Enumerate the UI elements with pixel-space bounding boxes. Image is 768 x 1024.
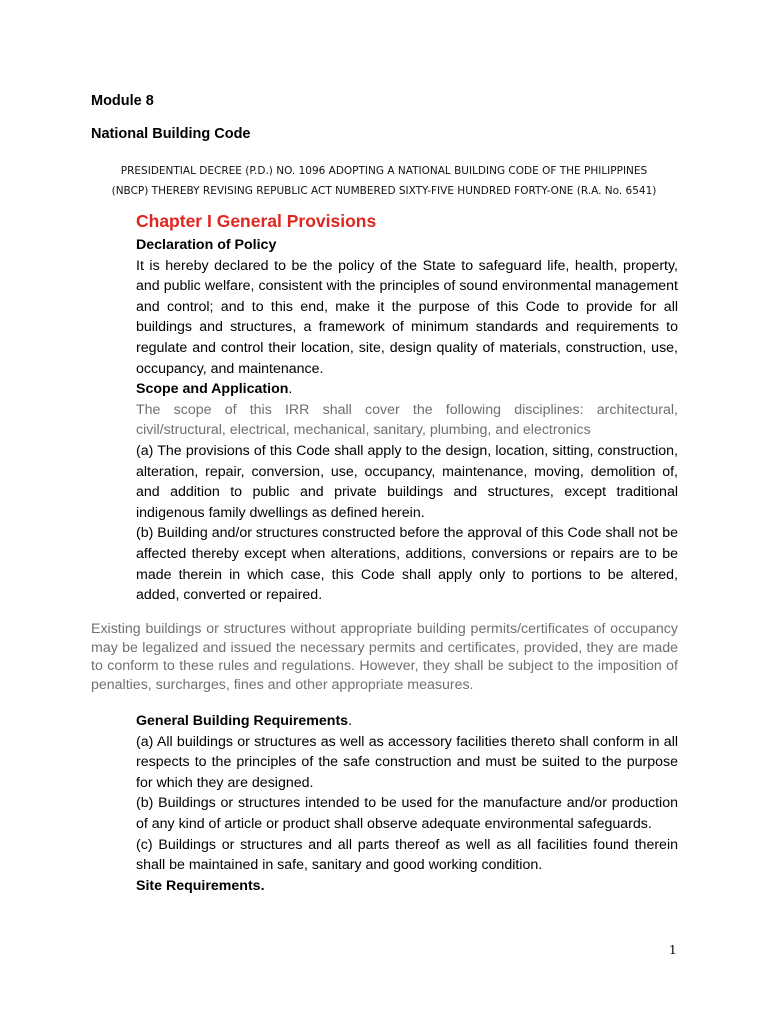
scope-item-b: (b) Building and/or structures constructed before the approval of this Code shall not be affected thereby except when alterations, additions, conversions or repairs are to be made therein in which case, this Code shall apply only to portions to be altered, added, converted or repaired. <box>136 525 678 604</box>
decree-line-1: PRESIDENTIAL DECREE (P.D.) NO. 1096 ADOPTING A NATIONAL BUILDING CODE OF THE PHILIPPINES <box>120 165 648 177</box>
decree-line-2: (NBCP) THEREBY REVISING REPUBLIC ACT NUMBERED SIXTY-FIVE HUNDRED FORTY-ONE (R.A. No. 6541) <box>111 185 657 197</box>
general-heading: General Building Requirements <box>136 713 349 729</box>
general-item-a: (a) All buildings or structures as well as accessory facilities thereto shall conform in all respects to the principles of the safe construction and must be suited to the purpose for which they are designed. <box>136 733 678 791</box>
general-heading-period: . <box>348 713 353 729</box>
chapter-title: Chapter I General Provisions <box>136 211 377 231</box>
page-number: 1 <box>669 943 677 957</box>
general-item-b: (b) Buildings or structures intended to be used for the manufacture and/or production of any kind of article or product shall observe adequate environmental safeguards. <box>136 795 678 832</box>
existing-buildings-text: Existing buildings or structures without appropriate building permits/certificates of occupancy may be legalized and issued the necessary permits and certificates, provided, they are made to conform to these rules and regulations. However, they shall be subject to the imposition of penalties, surcharges, fines and other appropriate measures. <box>91 621 678 693</box>
chapter-body <box>136 235 678 606</box>
policy-text: It is hereby declared to be the policy of the State to safeguard life, health, property, and public welfare, consistent with the principles of sound environmental management and control; and to this end, make it the purpose of this Code to provide for all buildings and structures, a framework of minimum standards and requirements to regulate and control their location, site, design quality of materials, construction, use, occupancy, and maintenance. <box>136 257 678 377</box>
module-label: Module 8 <box>91 93 154 109</box>
scope-heading: Scope and Application <box>136 381 289 398</box>
scope-heading-line <box>136 379 678 400</box>
general-item-c: (c) Buildings or structures and all parts thereof as well as all facilities found therein shall be maintained in safe, sanitary and good working condition. <box>136 836 678 874</box>
decree-title <box>88 161 680 201</box>
scope-irr-text: The scope of this IRR shall cover the following disciplines: architectural, civil/structural, electrical, mechanical, sanitary, plumbing, and electronics <box>136 401 678 439</box>
scope-heading-period: . <box>288 381 293 398</box>
policy-heading: Declaration of Policy <box>136 237 277 253</box>
site-requirements-heading: Site Requirements. <box>136 877 265 894</box>
general-requirements-section <box>136 711 678 896</box>
scope-item-a: (a) The provisions of this Code shall apply to the design, location, sitting, construction, alteration, repair, conversion, use, occupancy, maintenance, moving, demolition of, and addition to public and private buildings and structures, except traditional indigenous family dwellings as defined herein. <box>136 442 678 521</box>
general-heading-line <box>136 711 678 732</box>
document-title: National Building Code <box>91 126 251 142</box>
